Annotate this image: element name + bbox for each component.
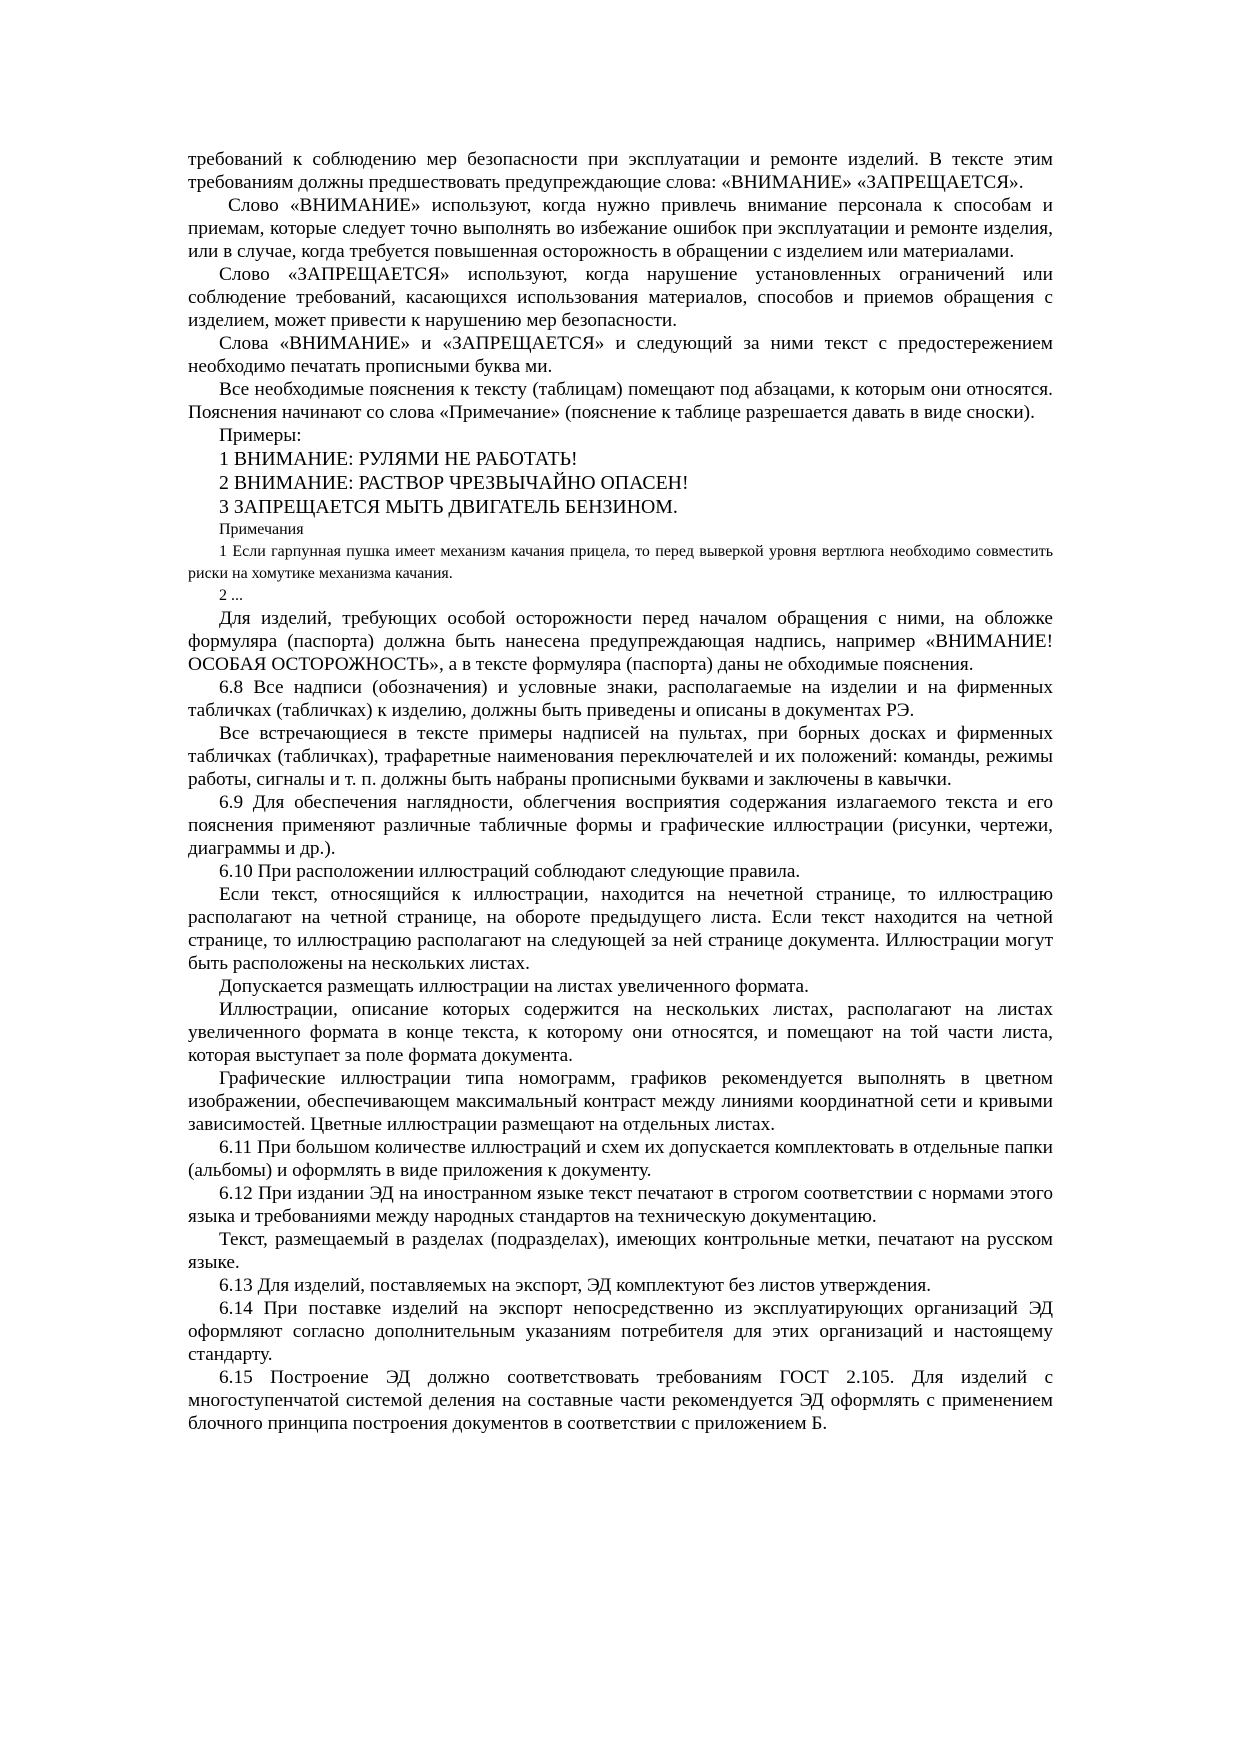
paragraph-attention-word: Слово «ВНИМАНИЕ» используют, когда нужно привлечь внимание персонала к способам и приемам, которые следует точно выполнять во избежание ошибок при эксплуатации и ремонте изделия, или в случае, когда требуется повышенная осторожность в обращении с изделием или материалами. <box>188 195 1053 262</box>
document-page <box>188 148 1053 1435</box>
note-2: 2 ... <box>219 587 243 604</box>
paragraph-cover-warning: Для изделий, требующих особой осторожности перед началом обращения с ними, на обложке формуляра (паспорта) должна быть нанесена предупреждающая надпись, например «ВНИМАНИЕ! ОСОБАЯ ОСТОРОЖНОСТЬ», а в тексте формуляра (паспорта) даны не обходимые пояснения. <box>188 608 1053 675</box>
paragraph-explanations: Все необходимые пояснения к тексту (таблицам) помещают под абзацами, к которым они относятся. Пояснения начинают со слова «Примечание» (пояснение к таблице разрешается давать в виде сноски). <box>188 379 1053 423</box>
example-1: 1 ВНИМАНИЕ: РУЛЯМИ НЕ РАБОТАТЬ! <box>219 448 578 470</box>
paragraph-6-8: 6.8 Все надписи (обозначения) и условные знаки, располагаемые на изделии и на фирменных табличках (табличках) к изделию, должны быть приведены и описаны в документах РЭ. <box>188 677 1053 721</box>
paragraph-6-13: 6.13 Для изделий, поставляемых на экспорт, ЭД комплектуют без листов утверждения. <box>219 1275 932 1296</box>
paragraph-capitals-rule: Слова «ВНИМАНИЕ» и «ЗАПРЕЩАЕТСЯ» и следующий за ними текст с предостережением необходимо печатать прописными буква ми. <box>188 333 1053 377</box>
example-3: 3 ЗАПРЕЩАЕТСЯ МЫТЬ ДВИГАТЕЛЬ БЕНЗИНОМ. <box>219 496 678 518</box>
paragraph-6-9: 6.9 Для обеспечения наглядности, облегчения восприятия содержания излагаемого текста и его пояснения применяют различные табличные формы и графические иллюстрации (рисунки, чертежи, диаграммы и др.). <box>188 792 1053 859</box>
examples-heading: Примеры: <box>219 425 302 446</box>
example-2: 2 ВНИМАНИЕ: РАСТВОР ЧРЕЗВЫЧАЙНО ОПАСЕН! <box>219 472 689 494</box>
paragraph-6-12: 6.12 При издании ЭД на иностранном языке текст печатают в строгом соответствии с нормами этого языка и требованиями между народных стандартов на техническую документацию. <box>188 1183 1053 1227</box>
paragraph-color-illustrations: Графические иллюстрации типа номограмм, графиков рекомендуется выполнять в цветном изображении, обеспечивающем максимальный контраст между линиями координатной сети и кривыми зависимостей. Цветные иллюстрации размещают на отдельных листах. <box>188 1068 1053 1135</box>
paragraph-russian-text: Текст, размещаемый в разделах (подразделах), имеющих контрольные метки, печатают на русском языке. <box>188 1229 1053 1273</box>
paragraph-6-10: 6.10 При расположении иллюстраций соблюдают следующие правила. <box>219 861 801 882</box>
notes-heading: Примечания <box>219 521 304 538</box>
paragraph-6-14: 6.14 При поставке изделий на экспорт непосредственно из эксплуатирующих организаций ЭД оформляют согласно дополнительным указаниям потребителя для этих организаций и настоящему стандарту. <box>188 1298 1053 1365</box>
paragraph-illustration-placement: Если текст, относящийся к иллюстрации, находится на нечетной странице, то иллюстрацию располагают на четной странице, на обороте предыдущего листа. Если текст находится на четной странице, то иллюстрацию располагают на следующей за ней странице документа. Иллюстрации могут быть расположены на нескольких листах. <box>188 884 1053 974</box>
paragraph-multi-sheet-illustrations: Иллюстрации, описание которых содержится на нескольких листах, располагают на листах увеличенного формата в конце текста, к которому они относятся, и помещают на той части листа, которая выступает за поле формата документа. <box>188 999 1053 1066</box>
paragraph-enlarged-format: Допускается размещать иллюстрации на листах увеличенного формата. <box>219 976 809 997</box>
paragraph-6-11: 6.11 При большом количестве иллюстраций и схем их допускается комплектовать в отдельные папки (альбомы) и оформлять в виде приложения к документу. <box>188 1137 1053 1181</box>
paragraph-prohibited-word: Слово «ЗАПРЕЩАЕТСЯ» используют, когда нарушение установленных ограничений или соблюдение требований, касающихся использования материалов, способов и приемов обращения с изделием, может привести к нарушению мер безопасности. <box>188 264 1053 331</box>
paragraph-safety-warnings-intro: требований к соблюдению мер безопасности при эксплуатации и ремонте изделий. В тексте этим требованиям должны предшествовать предупреждающие слова: «ВНИМАНИЕ» «ЗАПРЕЩАЕТСЯ». <box>188 149 1053 193</box>
note-1: 1 Если гарпунная пушка имеет механизм качания прицела, то перед выверкой уровня вертлюга необходимо совместить риски на хомутике механизма качания. <box>188 543 1053 582</box>
paragraph-inscriptions-quotes: Все встречающиеся в тексте примеры надписей на пультах, при борных досках и фирменных табличках (табличках), трафаретные наименования переключателей и их положений: команды, режимы работы, сигналы и т. п. должны быть набраны прописными буквами и заключены в кавычки. <box>188 723 1053 790</box>
paragraph-6-15: 6.15 Построение ЭД должно соответствовать требованиям ГОСТ 2.105. Для изделий с многоступенчатой системой деления на составные части рекомендуется ЭД оформлять с применением блочного принципа построения документов в соответствии с приложением Б. <box>188 1367 1053 1434</box>
